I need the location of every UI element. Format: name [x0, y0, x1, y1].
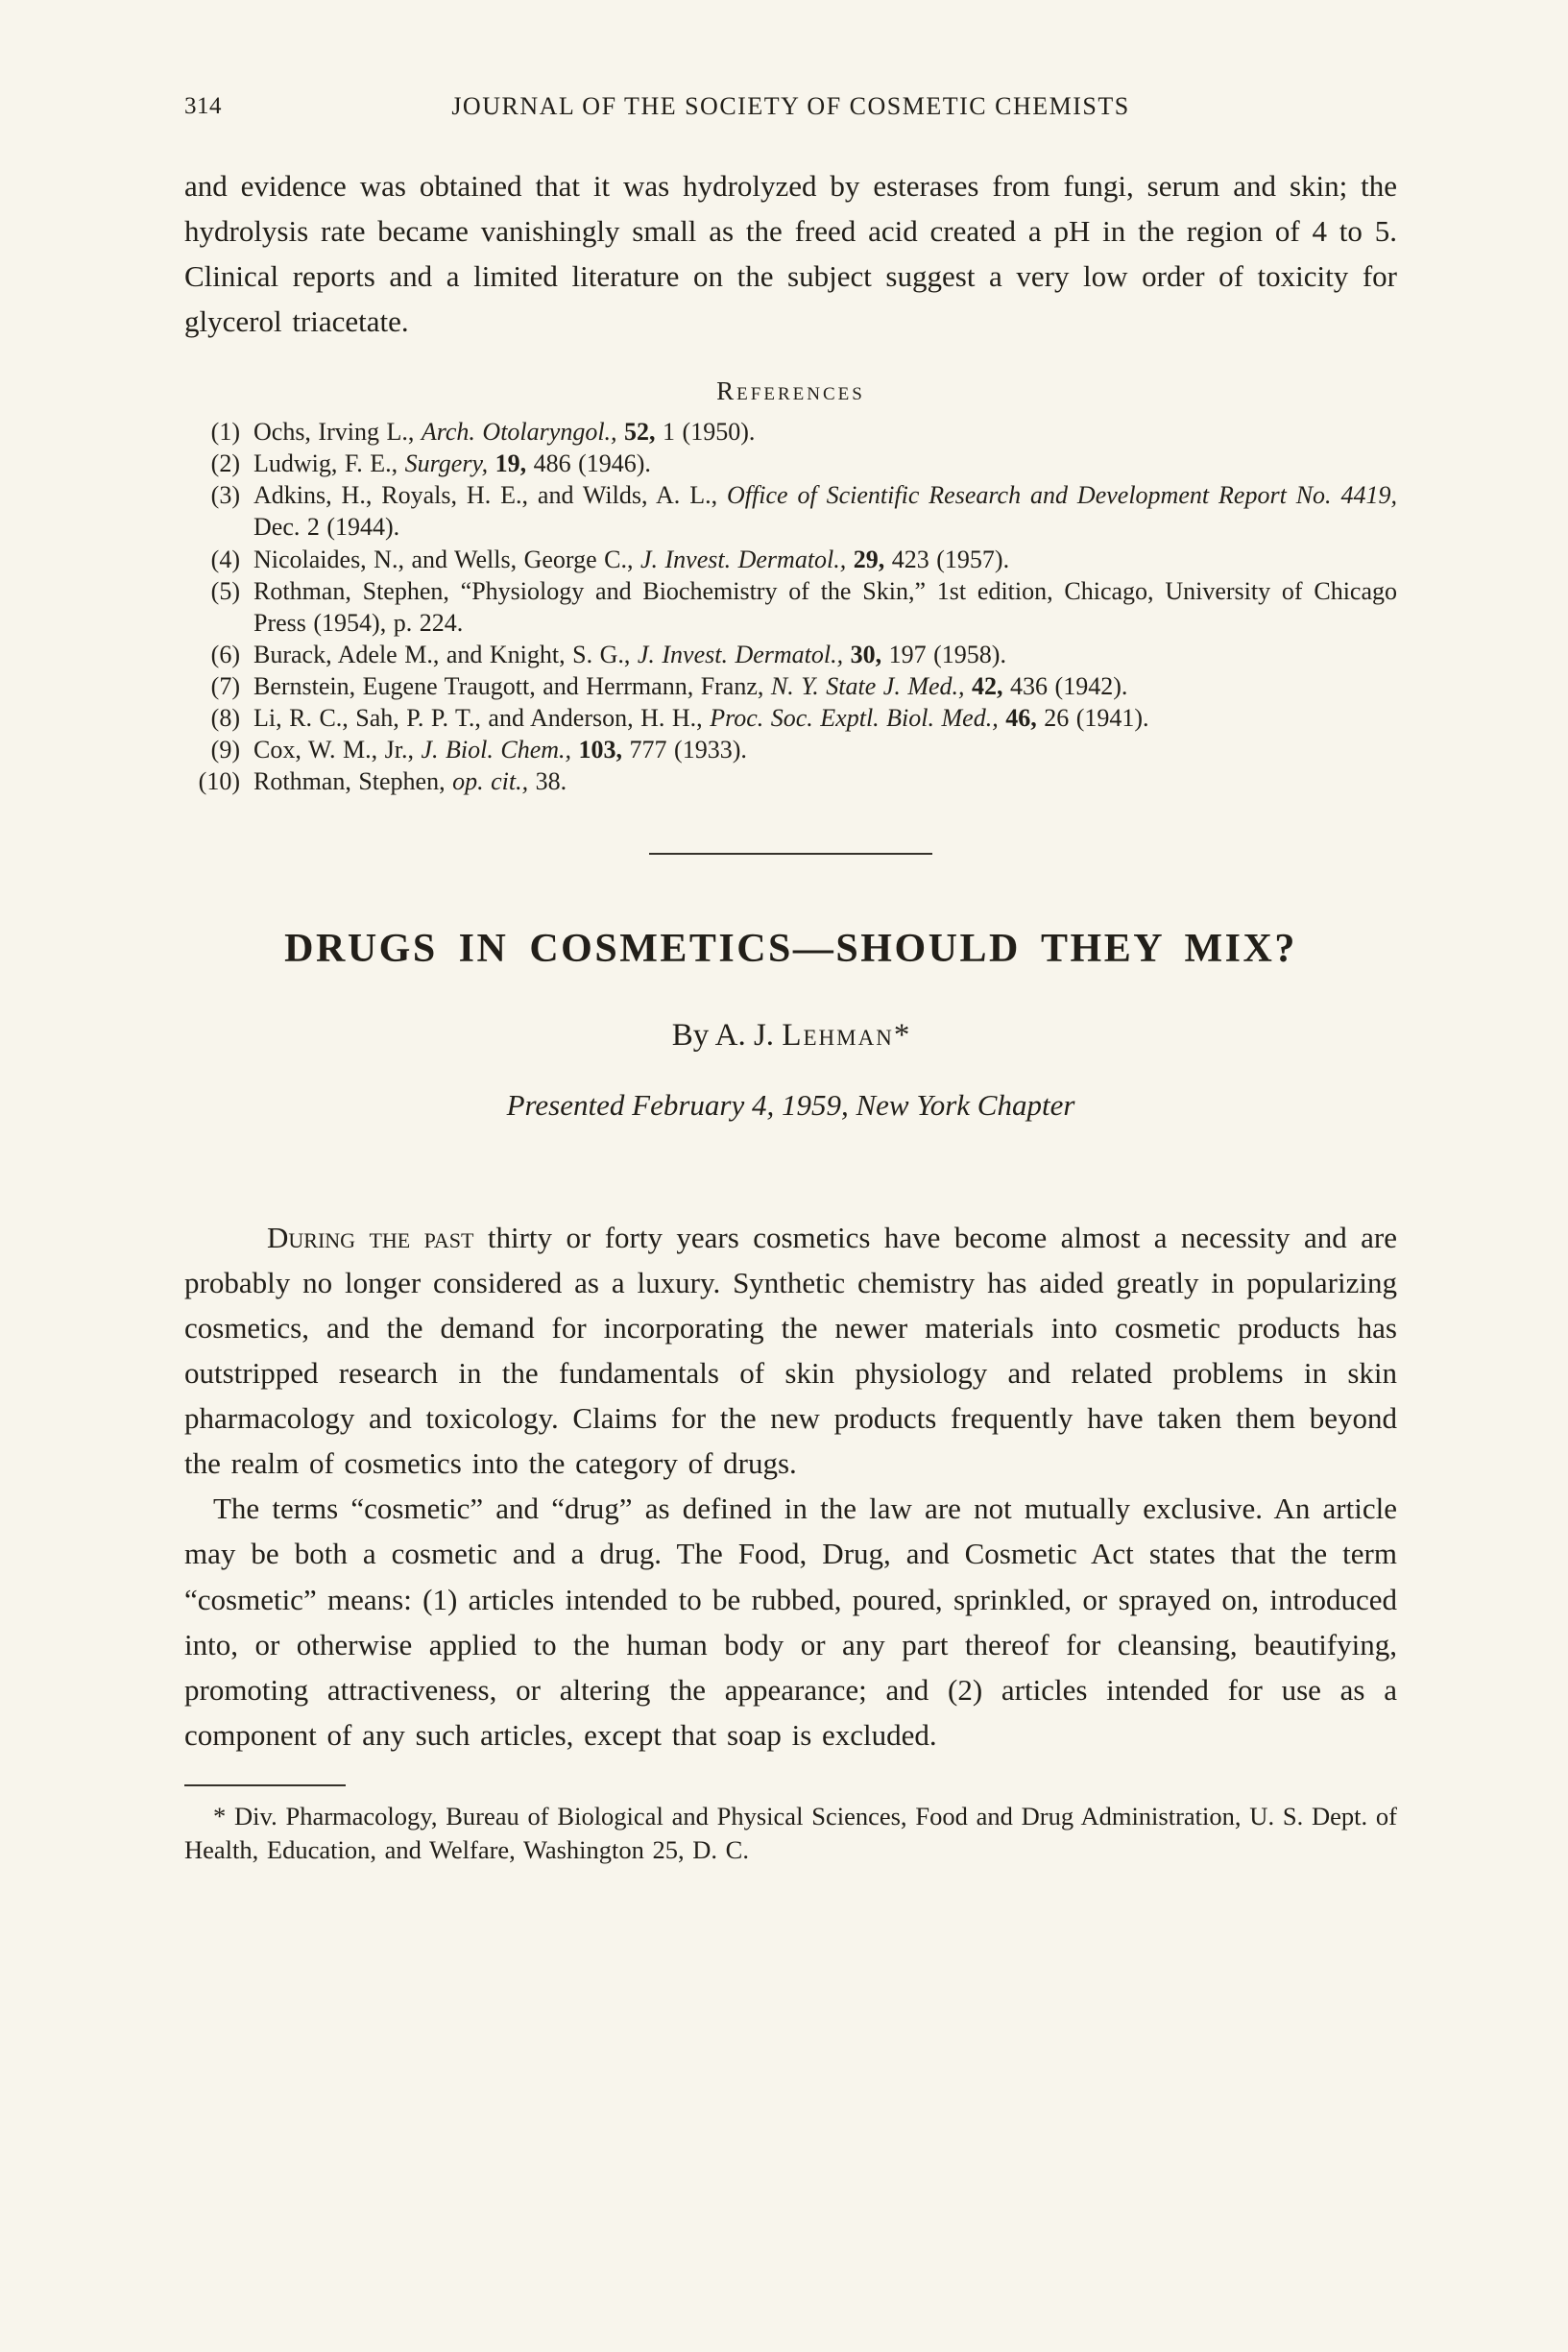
reference-number: (5) [210, 576, 240, 605]
article [184, 926, 1397, 1758]
reference-text: Cox, W. M., Jr., J. Biol. Chem., 103, 777 (1933). [253, 735, 747, 764]
references-section [184, 376, 1397, 796]
reference-item [184, 448, 1397, 479]
reference-number: (6) [210, 640, 240, 668]
reference-number: (7) [210, 671, 240, 700]
page-header [184, 92, 1397, 121]
reference-item [184, 702, 1397, 734]
page-number: 314 [184, 93, 222, 119]
article-title: DRUGS IN COSMETICS—SHOULD THEY MIX? [284, 926, 1297, 971]
reference-number: (4) [210, 545, 240, 573]
reference-item [184, 479, 1397, 543]
presented-line: Presented February 4, 1959, New York Chapter [506, 1087, 1075, 1122]
reference-item [184, 639, 1397, 670]
running-title: JOURNAL OF THE SOCIETY OF COSMETIC CHEMISTS [451, 92, 1130, 120]
reference-text: Rothman, Stephen, “Physiology and Biochemistry of the Skin,” 1st edition, Chicago, University of Chicago Press (1954), p. 224. [253, 576, 1397, 637]
footnote-rule [184, 1784, 346, 1786]
reference-text: Rothman, Stephen, op. cit., 38. [253, 766, 567, 795]
reference-number: (2) [210, 449, 240, 478]
reference-number: (1) [210, 418, 240, 447]
reference-item [184, 765, 1397, 797]
reference-number: (9) [210, 735, 240, 764]
article-paragraph-2: The terms “cosmetic” and “drug” as defined in the law are not mutually exclusive. An article may be both a cosmetic and a drug. The Food, Drug, and Cosmetic Act states that the term “cosmetic” means: (1) articles intended to be rubbed, poured, sprinkled, or sprayed on, introduced into, or otherwise applied to the human body or any part thereof for cleansing, beautifying, promoting attractiveness, or altering the appearance; and (2) articles intended for use as a component of any such articles, except that soap is excluded. [184, 1491, 1397, 1752]
reference-item [184, 670, 1397, 702]
reference-item [184, 575, 1397, 639]
section-divider [649, 853, 932, 855]
reference-text: Ludwig, F. E., Surgery, 19, 486 (1946). [253, 449, 651, 478]
reference-number: (10) [198, 766, 240, 795]
footnote-section [184, 1784, 1397, 1867]
lead-paragraph: and evidence was obtained that it was hydrolyzed by esterases from fungi, serum and skin; the hydrolysis rate became vanishingly small as the freed acid created a pH in the region of 4 to 5. Clinical reports and a limited literature on the subject suggest a very low order of toxicity for glycerol triacetate. [184, 169, 1397, 339]
reference-number: (3) [210, 481, 240, 510]
reference-item [184, 416, 1397, 448]
reference-text: Bernstein, Eugene Traugott, and Herrmann, Franz, N. Y. State J. Med., 42, 436 (1942). [253, 671, 1128, 700]
article-paragraph-1: During the past thirty or forty years cosmetics have become almost a necessity and are probably no longer considered as a luxury. Synthetic chemistry has aided greatly in popularizing cosmetics, and the demand for incorporating the newer materials into cosmetic products has outstripped research in the fundamentals of skin physiology and related problems in skin pharmacology and toxicology. Claims for the new products frequently have taken them beyond the realm of cosmetics into the category of drugs. [184, 1220, 1397, 1481]
reference-text: Adkins, H., Royals, H. E., and Wilds, A. L., Office of Scientific Research and Development Report No. 4419, Dec. 2 (1944). [253, 481, 1397, 542]
reference-text: Burack, Adele M., and Knight, S. G., J. Invest. Dermatol., 30, 197 (1958). [253, 640, 1006, 668]
footnote-text: * Div. Pharmacology, Bureau of Biological and Physical Sciences, Food and Drug Administration, U. S. Dept. of Health, Education, and Welfare, Washington 25, D. C. [184, 1801, 1397, 1865]
reference-text: Ochs, Irving L., Arch. Otolaryngol., 52, 1 (1950). [253, 418, 756, 447]
reference-text: Li, R. C., Sah, P. P. T., and Anderson, H. H., Proc. Soc. Exptl. Biol. Med., 46, 26 (1941). [253, 703, 1149, 732]
reference-item [184, 734, 1397, 765]
reference-item [184, 544, 1397, 575]
reference-text: Nicolaides, N., and Wells, George C., J. Invest. Dermatol., 29, 423 (1957). [253, 545, 1010, 573]
byline: By A. J. Lehman* [671, 1017, 910, 1053]
reference-number: (8) [210, 703, 240, 732]
references-heading: References [716, 376, 865, 406]
